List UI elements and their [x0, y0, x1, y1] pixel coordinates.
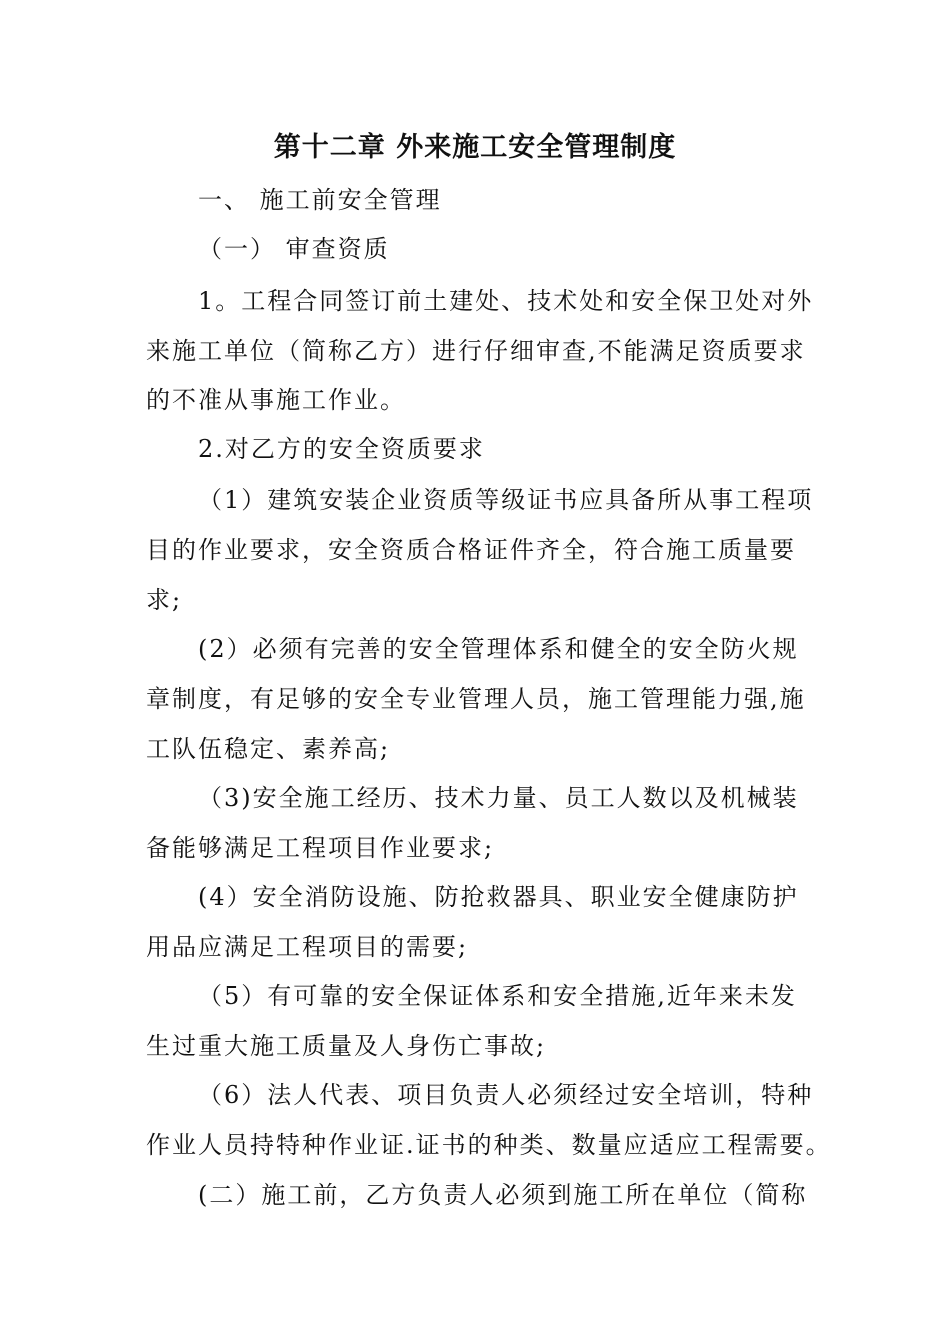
paragraph-line: （5）有可靠的安全保证体系和安全措施,近年来未发 [198, 982, 797, 1010]
section-heading: 一、 施工前安全管理 [198, 186, 442, 214]
paragraph-line: 作业人员持特种作业证.证书的种类、数量应适应工程需要。 [146, 1131, 832, 1159]
paragraph-line: 目的作业要求，安全资质合格证件齐全，符合施工质量要 [146, 536, 796, 564]
chapter-title: 第十二章 外来施工安全管理制度 [273, 132, 677, 163]
paragraph-line: 求; [146, 586, 183, 614]
paragraph-line: （1）建筑安装企业资质等级证书应具备所从事工程项 [198, 486, 814, 514]
paragraph-line: 2.对乙方的安全资质要求 [198, 435, 485, 463]
paragraph-line: 生过重大施工质量及人身伤亡事故; [146, 1032, 547, 1060]
paragraph-line: (4）安全消防设施、防抢救器具、职业安全健康防护 [198, 883, 799, 911]
paragraph-line: 工队伍稳定、素养高; [146, 735, 391, 763]
paragraph-line: 用品应满足工程项目的需要; [146, 933, 469, 961]
paragraph-line: （6）法人代表、项目负责人必须经过安全培训，特种 [198, 1081, 814, 1109]
paragraph-line: 来施工单位（简称乙方）进行仔细审查,不能满足资质要求 [146, 337, 806, 365]
paragraph-line: (2）必须有完善的安全管理体系和健全的安全防火规 [198, 635, 799, 663]
paragraph-line: 1。工程合同签订前土建处、技术处和安全保卫处对外 [198, 287, 814, 315]
paragraph-line: 章制度，有足够的安全专业管理人员，施工管理能力强,施 [146, 685, 806, 713]
paragraph-line: 的不准从事施工作业。 [146, 386, 406, 414]
paragraph-line: 备能够满足工程项目作业要求; [146, 834, 495, 862]
subsection-heading: （一） 审查资质 [198, 235, 390, 263]
paragraph-line: (二）施工前，乙方负责人必须到施工所在单位（简称 [198, 1181, 808, 1209]
paragraph-line: （3)安全施工经历、技术力量、员工人数以及机械装 [198, 784, 799, 812]
